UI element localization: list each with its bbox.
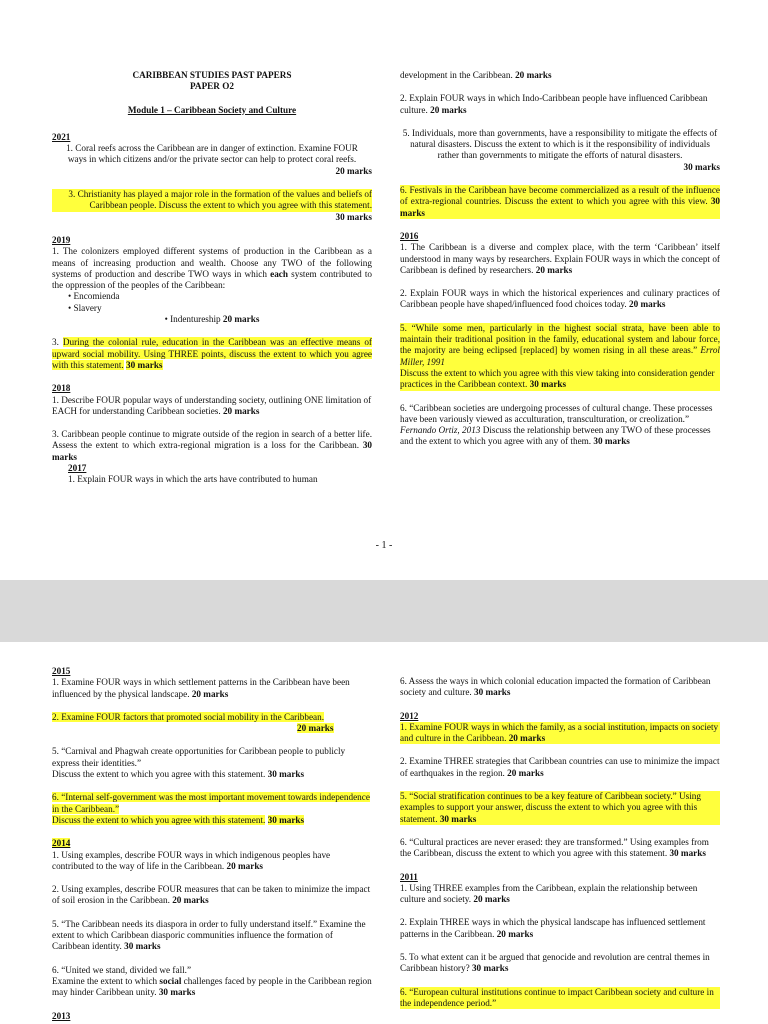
question-text: 3. Christianity has played a major role in the formation of the values and beliefs of Caribbean people. Discuss the extent to which you agree with this statement. (68, 189, 372, 211)
marks: 20 marks (535, 264, 573, 275)
question-2014-2 (52, 884, 372, 907)
marks: 30 marks (471, 963, 509, 974)
marks: 20 marks (172, 895, 209, 906)
marks: 30 marks (474, 687, 511, 698)
question-2011-2 (400, 917, 720, 940)
question-2015-2 (52, 712, 372, 723)
year-text: 2014 (52, 838, 71, 849)
question-text: 1. Coral reefs across the Caribbean are in danger of extinction. Examine FOUR ways in which citizens and/or the private sector can help to protect coral reefs. (66, 143, 358, 165)
question-2015-5-prompt (52, 769, 372, 780)
marks: 20 marks (191, 688, 229, 699)
question-text: 2. Explain THREE ways in which the physical landscape has influenced settlement patterns in the Caribbean. (400, 917, 706, 939)
question-2014-1 (52, 850, 372, 873)
question-text: challenges faced by people in the Caribbean region may hinder Caribbean unity. (52, 975, 372, 998)
left-column-page1 (52, 70, 372, 486)
question-2019-3 (52, 337, 372, 371)
question-text: Discuss the extent to which you agree with this statement. (52, 769, 266, 780)
year-2013: 2013 (52, 1010, 71, 1021)
question-text: 1. Examine FOUR ways in which the family, as a social institution, impacts on society and culture in the Caribbean. (400, 721, 719, 744)
right-column-page2 (400, 676, 720, 1009)
question-2018-1 (52, 395, 372, 418)
bullet-item: • Slavery (68, 302, 102, 313)
bullet-item: • Encomienda (68, 291, 120, 302)
question-2017-2 (400, 93, 720, 116)
marks: 30 marks (52, 440, 373, 462)
question-text: 6. “Caribbean societies are undergoing processes of cultural change. These processes have been variously viewed as acculturation, transculturation, or creolization.” (400, 402, 713, 424)
emphasis: social (159, 975, 182, 986)
emphasis: each (270, 268, 288, 279)
marks: 20 marks (473, 894, 510, 905)
module-heading: Module 1 – Caribbean Society and Culture (127, 104, 297, 115)
question-text: 1. Describe FOUR popular ways of understanding society, outlining ONE limitation of EACH for understanding Caribbean societies. (52, 394, 372, 416)
bullet-item (52, 314, 372, 325)
question-2018-3 (52, 429, 372, 463)
question-2017-5: 5. Individuals, more than governments, have a responsibility to mitigate the effects of natural disasters. Discuss the extent to which is it the responsibility of individuals rather than governments to mitigate the efforts of natural disasters. (402, 127, 718, 161)
question-2011-1 (400, 883, 720, 906)
question-2016-6 (400, 403, 720, 448)
question-2012-6 (400, 837, 720, 860)
question-text: 2. Explain FOUR ways in which the historical experiences and culinary practices of Caribbean people have shaped/influenced food choices today. (400, 288, 720, 310)
question-2017-1-cont (400, 70, 720, 81)
question-2012-5 (400, 791, 720, 825)
question-text: 6. “Cultural practices are never erased: they are transformed.” Using examples from the Caribbean, discuss the extent to which you agree with this statement. (400, 836, 709, 859)
marks: 20 marks (629, 299, 666, 310)
question-2011-6: 6. “European cultural institutions continue to impact Caribbean society and culture in the independence period.” (400, 987, 720, 1010)
question-2015-5: 5. “Carnival and Phagwah create opportunities for Caribbean people to publicly express their identities.” (52, 746, 346, 768)
question-2017-6 (400, 185, 720, 219)
marks (52, 723, 372, 734)
marks: 30 marks (529, 379, 567, 390)
year-2021: 2021 (52, 131, 71, 142)
question-number: 3. (52, 337, 59, 348)
question-text: 5. “Social stratification continues to be a key feature of Caribbean society.” Using examples to support your answer, discuss the extent to which you agree with this statement. (400, 791, 701, 824)
question-text: 6. Assess the ways in which colonial education impacted the formation of Caribbean society and culture. (400, 676, 711, 698)
question-text: 5. “The Caribbean needs its diaspora in order to fully understand itself.” Examine the extent to which Caribbean diasporic communities influence the formation of Caribbean identity. (52, 918, 366, 952)
marks: 30 marks (439, 813, 477, 824)
question-2012-2 (400, 756, 720, 779)
question-text: Discuss the extent to which you agree with this view taking into consideration gender practices in the Caribbean context. (400, 367, 715, 390)
question-text: 6. “Internal self-government was the most important movement towards independence in the Caribbean.” (52, 792, 370, 814)
question-text: 1. The colonizers employed different systems of production in the Caribbean as a means of increasing production and wealth. Choose any TWO of the following systems of production and describe TWO ways in which (52, 246, 372, 279)
marks: 20 marks (496, 928, 534, 939)
question-2014-5 (52, 919, 372, 953)
marks: 20 marks (508, 733, 546, 744)
question-2016-1 (400, 242, 720, 276)
marks: 30 marks (335, 211, 372, 222)
question-text: Discuss the extent to which you agree with this statement. (52, 814, 266, 825)
question-text: Discuss the relationship between any TWO of these processes and the extent to which you agree with any of them. (400, 425, 711, 447)
marks: 30 marks (124, 941, 161, 952)
marks-text: 20 marks (297, 723, 334, 734)
year-2016: 2016 (400, 230, 419, 241)
year-2015: 2015 (52, 666, 71, 676)
question-text: Examine the extent to which (52, 975, 158, 986)
question-text: development in the Caribbean. (400, 70, 513, 80)
question-text: system contributed to the oppression of the peoples of the Caribbean: (52, 268, 373, 291)
year-2019: 2019 (52, 234, 71, 245)
question-2021-1 (52, 143, 372, 166)
question-2015-6 (52, 792, 372, 815)
question-text: 1. The Caribbean is a diverse and complex place, with the term ‘Caribbean’ itself understood in many ways by researchers. Explain FOUR ways in which the concept of Caribbean is defined by researchers. (400, 242, 720, 275)
year-2011: 2011 (400, 871, 418, 882)
marks: 30 marks (669, 848, 706, 859)
bullet-text: • Indentureship (164, 314, 221, 325)
question-2014-6: 6. “United we stand, divided we fall.” (52, 964, 192, 975)
marks: 20 marks (515, 70, 552, 80)
question-text: 2. Using examples, describe FOUR measures that can be taken to minimize the impact of soil erosion in the Caribbean. (52, 884, 371, 906)
marks: 20 marks (226, 860, 264, 871)
marks: 30 marks (126, 359, 163, 370)
left-column-page2 (52, 666, 372, 1022)
marks: 30 marks (683, 161, 720, 172)
question-2013-6 (400, 676, 720, 699)
marks: 20 marks (222, 314, 260, 325)
marks: 20 marks (335, 165, 372, 176)
marks: 30 marks (400, 196, 721, 218)
document-title: CARIBBEAN STUDIES PAST PAPERS (132, 70, 292, 80)
marks: 30 marks (158, 987, 196, 998)
question-2017-1: 1. Explain FOUR ways in which the arts have contributed to human (68, 474, 318, 485)
question-2016-2 (400, 288, 720, 311)
page-2 (0, 642, 768, 1024)
marks: 30 marks (267, 814, 305, 825)
marks: 20 marks (507, 767, 544, 778)
document-paper: PAPER O2 (190, 81, 234, 92)
question-2019-1 (52, 246, 372, 291)
question-2014-6-prompt (52, 976, 372, 999)
year-2012: 2012 (400, 710, 419, 721)
question-2015-1 (52, 677, 372, 700)
question-text: 5. To what extent can it be argued that genocide and revolution are central themes in Caribbean history? (400, 952, 710, 974)
question-2016-5 (400, 323, 720, 368)
citation: Errol Miller, 1991 (400, 345, 720, 367)
question-text: 1. Examine FOUR ways in which settlement patterns in the Caribbean have been influenced by the physical landscape. (52, 677, 350, 699)
marks: 20 marks (222, 405, 260, 416)
question-2021-3 (52, 189, 372, 212)
question-text: During the colonial rule, education in the Caribbean was an effective means of upward social mobility. Using THREE points, discuss the extent to which you agree with this statement. (52, 337, 372, 370)
year-2017: 2017 (68, 463, 87, 474)
question-text: 1. Using examples, describe FOUR ways in which indigenous peoples have contributed to the way of life in the Caribbean. (52, 849, 331, 871)
question-text: 3. Caribbean people continue to migrate outside of the region in search of a better life. Assess the extent to which extra-regional migration is a loss for the Caribbean. (52, 429, 372, 451)
question-text: 2. Examine THREE strategies that Caribbean countries can use to minimize the impact of earthquakes in the region. (400, 756, 720, 778)
citation: Fernando Ortiz, 2013 (400, 425, 481, 436)
question-text: 5. “While some men, particularly in the highest social strata, have been able to maintain their traditional position in the family, educational system and labour force, the majority are being eclipsed [replaced] by women rising in all these areas.” (400, 322, 720, 356)
right-column-page1 (400, 70, 720, 448)
year-2014 (52, 838, 372, 849)
question-text: 2. Examine FOUR factors that promoted social mobility in the Caribbean. (52, 711, 324, 722)
question-text: 1. Using THREE examples from the Caribbean, explain the relationship between culture and society. (400, 882, 698, 905)
question-text: 2. Explain FOUR ways in which Indo-Caribbean people have influenced Caribbean culture. (400, 93, 708, 115)
year-2018: 2018 (52, 383, 71, 394)
question-2012-1 (400, 722, 720, 745)
question-2016-5-prompt (400, 368, 720, 391)
marks: 20 marks (430, 104, 467, 115)
marks: 30 marks (267, 769, 305, 780)
question-text: 6. Festivals in the Caribbean have become commercialized as a result of the influence of extra-regional countries. Discuss the extent to which you agree with this view. (400, 185, 720, 207)
question-2011-5 (400, 952, 720, 975)
marks: 30 marks (593, 436, 630, 447)
question-2015-6-prompt (52, 815, 372, 826)
page-number: - 1 - (375, 540, 393, 551)
